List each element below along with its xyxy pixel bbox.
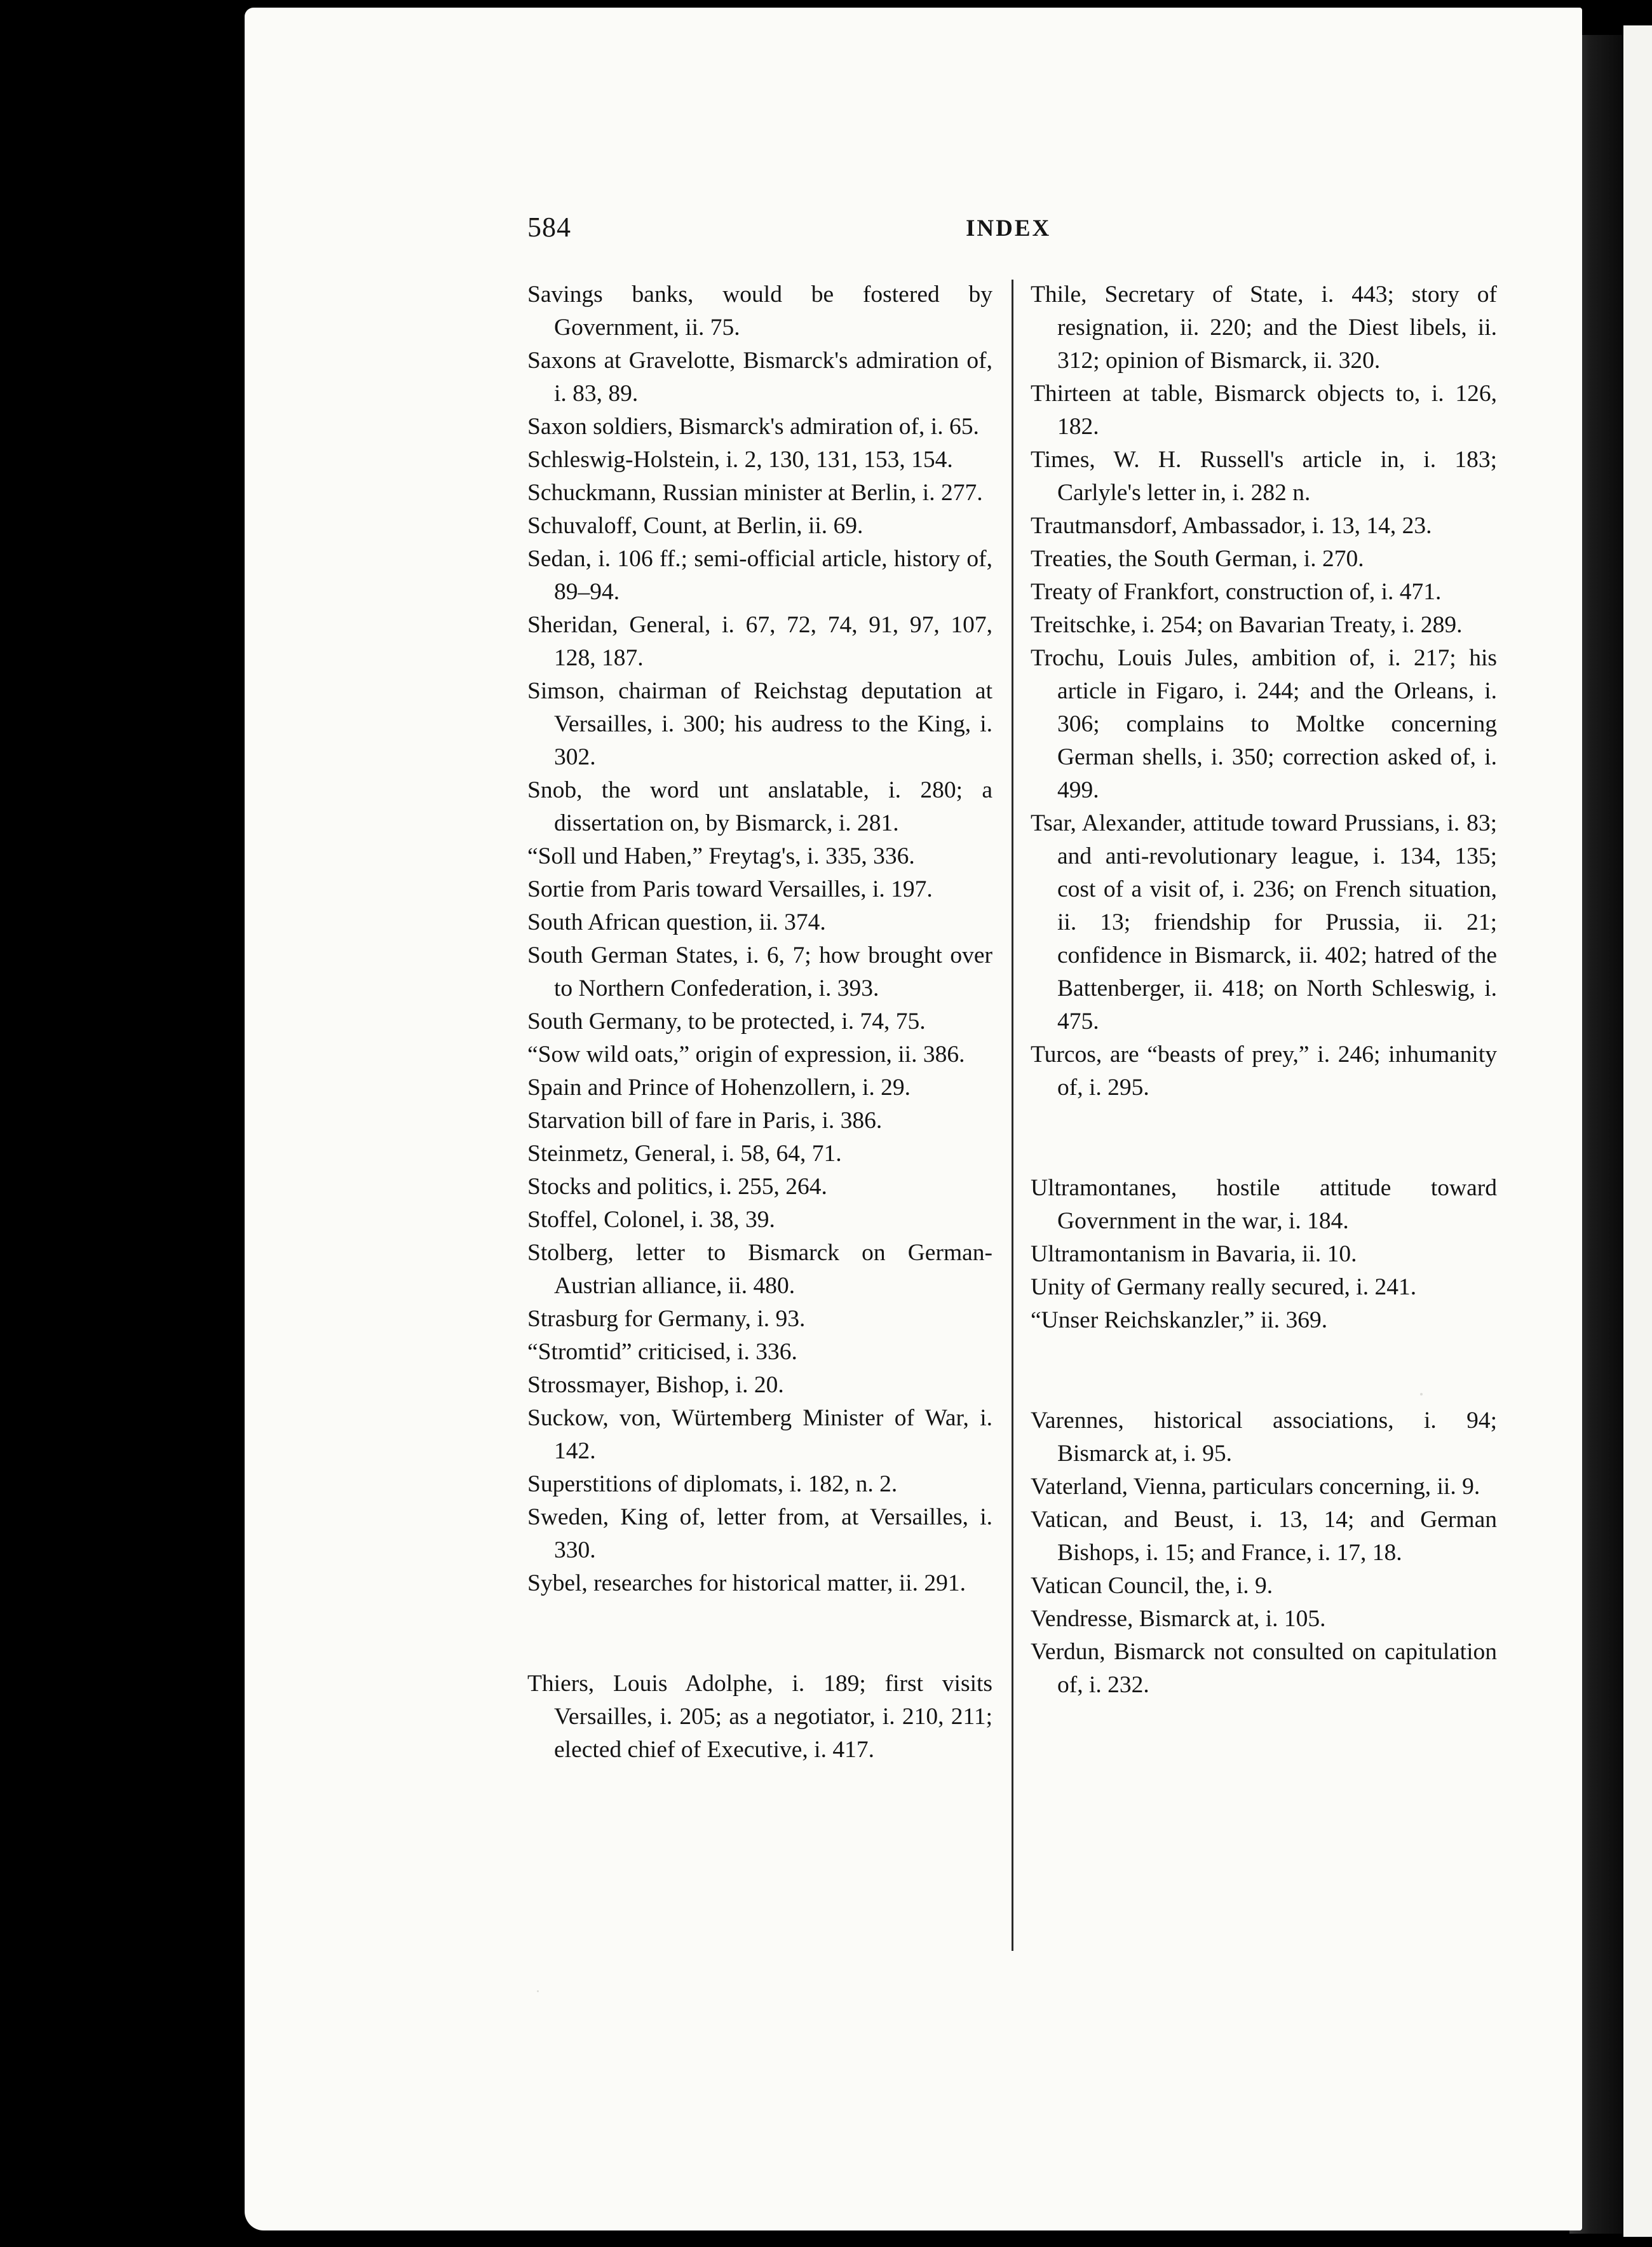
index-entry: Vaterland, Vienna, particulars concerning, ii. 9.	[1031, 1474, 1480, 1500]
index-entry: Treaty of Frankfort, construction of, i. 471.	[1031, 579, 1442, 605]
index-entry: Stolberg, letter to Bismarck on German-Austrian alliance, ii. 480.	[527, 1240, 992, 1299]
index-entry: Vendresse, Bismarck at, i. 105.	[1031, 1606, 1326, 1632]
index-entry: Thile, Secretary of State, i. 443; story of resignation, ii. 220; and the Diest libels, ii. 312; opinion of Bismarck, ii. 320.	[1031, 282, 1497, 374]
index-entry: Schuckmann, Russian minister at Berlin, i. 277.	[527, 480, 983, 506]
column-divider	[1012, 280, 1013, 1951]
index-column-left	[527, 278, 992, 1767]
index-entry: Sweden, King of, letter from, at Versailles, i. 330.	[527, 1504, 992, 1563]
index-entry: Thirteen at table, Bismarck objects to, i. 126, 182.	[1031, 381, 1497, 440]
index-entry: Verdun, Bismarck not consulted on capitulation of, i. 232.	[1031, 1639, 1497, 1698]
index-entry: Superstitions of diplomats, i. 182, n. 2.	[527, 1471, 898, 1497]
letter-group-gap	[1031, 1337, 1497, 1404]
index-entry: Strasburg for Germany, i. 93.	[527, 1306, 806, 1332]
index-entry: Unity of Germany really secured, i. 241.	[1031, 1274, 1417, 1300]
index-entry: “Soll und Haben,” Freytag's, i. 335, 336.	[527, 843, 915, 869]
adjacent-page-edge	[1623, 25, 1652, 2237]
index-entry: Trautmansdorf, Ambassador, i. 13, 14, 23.	[1031, 513, 1432, 539]
index-entry: South Germany, to be protected, i. 74, 75.	[527, 1008, 926, 1035]
index-entry: Thiers, Louis Adolphe, i. 189; first visits Versailles, i. 205; as a negotiator, i. 210, 211; elected chief of Executive, i. 417.	[527, 1671, 992, 1763]
index-entry: Schleswig-Holstein, i. 2, 130, 131, 153, 154.	[527, 447, 953, 473]
index-entry: Snob, the word unt anslatable, i. 280; a dissertation on, by Bismarck, i. 281.	[527, 777, 992, 836]
index-entry: Strossmayer, Bishop, i. 20.	[527, 1372, 784, 1398]
index-entry: “Sow wild oats,” origin of expression, ii. 386.	[527, 1042, 965, 1068]
index-entry: “Unser Reichskanzler,” ii. 369.	[1031, 1307, 1328, 1333]
index-entry: Saxons at Gravelotte, Bismarck's admiration of, i. 83, 89.	[527, 348, 992, 407]
index-entry: Sybel, researches for historical matter, ii. 291.	[527, 1570, 966, 1596]
index-entry: Simson, chairman of Reichstag deputation at Versailles, i. 300; his audress to the King, i. 302.	[527, 678, 992, 770]
index-entry: Treaties, the South German, i. 270.	[1031, 546, 1364, 572]
index-entry: Sedan, i. 106 ff.; semi-official article, history of, 89–94.	[527, 546, 992, 605]
index-entry: Trochu, Louis Jules, ambition of, i. 217; his article in Figaro, i. 244; and the Orleans, i. 306; complains to Moltke concerning German shells, i. 350; correction asked of, i. 499.	[1031, 645, 1497, 803]
index-entry: Steinmetz, General, i. 58, 64, 71.	[527, 1141, 842, 1167]
letter-group-gap	[527, 1600, 992, 1667]
index-entry: Savings banks, would be fostered by Government, ii. 75.	[527, 282, 992, 341]
index-entry: Vatican Council, the, i. 9.	[1031, 1573, 1273, 1599]
index-entry: Ultramontanes, hostile attitude toward Government in the war, i. 184.	[1031, 1175, 1497, 1234]
running-head: INDEX	[966, 215, 1052, 241]
index-entry: Saxon soldiers, Bismarck's admiration of, i. 65.	[527, 414, 979, 440]
index-entry: Vatican, and Beust, i. 13, 14; and German Bishops, i. 15; and France, i. 17, 18.	[1031, 1507, 1497, 1566]
index-entry: South African question, ii. 374.	[527, 909, 826, 935]
index-entry: “Stromtid” criticised, i. 336.	[527, 1339, 797, 1365]
index-entry: Sheridan, General, i. 67, 72, 74, 91, 97, 107, 128, 187.	[527, 612, 992, 671]
index-entry: Starvation bill of fare in Paris, i. 386.	[527, 1108, 883, 1134]
index-column-right	[1031, 278, 1497, 1702]
paper-speck	[537, 1990, 539, 1992]
index-entry: Stocks and politics, i. 255, 264.	[527, 1174, 827, 1200]
index-entry: Suckow, von, Würtemberg Minister of War, i. 142.	[527, 1405, 992, 1464]
index-entry: Times, W. H. Russell's article in, i. 183; Carlyle's letter in, i. 282 n.	[1031, 447, 1497, 506]
index-entry: South German States, i. 6, 7; how brought over to Northern Confederation, i. 393.	[527, 942, 992, 1001]
index-entry: Tsar, Alexander, attitude toward Prussians, i. 83; and anti-revolutionary league, i. 134, 135; cost of a visit of, i. 236; on French situation, ii. 13; friendship for Prussia, ii. 21; confidence in Bismarck, ii. 402; hatred of the Battenberger, ii. 418; on North Schleswig, i. 475.	[1031, 810, 1497, 1035]
index-entry: Schuvaloff, Count, at Berlin, ii. 69.	[527, 513, 863, 539]
index-entry: Turcos, are “beasts of prey,” i. 246; inhumanity of, i. 295.	[1031, 1042, 1497, 1101]
page-number: 584	[527, 212, 571, 243]
index-entry: Stoffel, Colonel, i. 38, 39.	[527, 1207, 775, 1233]
index-entry: Sortie from Paris toward Versailles, i. 197.	[527, 876, 933, 902]
index-entry: Ultramontanism in Bavaria, ii. 10.	[1031, 1241, 1357, 1267]
index-entry: Spain and Prince of Hohenzollern, i. 29.	[527, 1075, 911, 1101]
page-header	[527, 211, 1493, 249]
index-entry: Treitschke, i. 254; on Bavarian Treaty, i. 289.	[1031, 612, 1463, 638]
letter-group-gap	[1031, 1104, 1497, 1172]
index-entry: Varennes, historical associations, i. 94; Bismarck at, i. 95.	[1031, 1408, 1497, 1467]
